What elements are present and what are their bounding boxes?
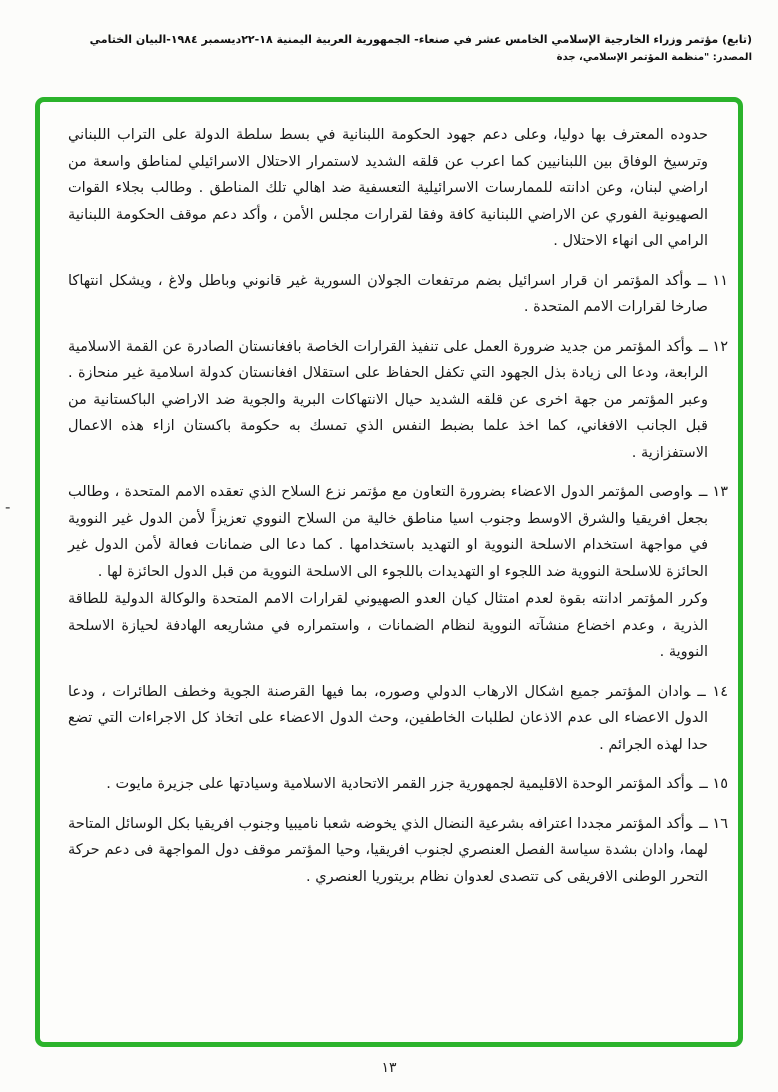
clause-number: ١٣ ــ <box>698 484 728 500</box>
page-number: ١٣ <box>381 1060 397 1076</box>
clause-13 <box>68 479 728 666</box>
header-title-line: (تابع) مؤتمر وزراء الخارجية الإسلامي الخامس عشر في صنعاء- الجمهورية العربية اليمنية ١٨-٢٢ديسمبر ١٩٨٤-البيان الختامي <box>89 33 752 46</box>
clause-paragraph <box>68 268 728 321</box>
intro-paragraph: حدوده المعترف بها دوليا، وعلى دعم جهود الحكومة اللبنانية في بسط سلطة الدولة على التراب اللبناني وترسيخ الوفاق بين اللبنانيين كما اعرب عن قلقه الشديد لاستمرار الاحتلال الاسرائيلي لمناطق واسعة من اراضي لبنان، وعن ادانته للممارسات الاسرائيلية التعسفية ضد اهالي تلك المناطق . وطالب بجلاء القوات الصهيونية الفوري عن الاراضي اللبنانية كافة وفقا لقرارات مجلس الأمن ، وأكد دعم موقف الحكومة اللبنانية الرامي الى انهاء الاحتلال . <box>68 127 708 249</box>
document-body <box>40 102 738 911</box>
clause-number: ١٥ ــ <box>699 776 728 792</box>
clause-text: وادان المؤتمر جميع اشكال الارهاب الدولي وصوره، بما فيها القرصنة الجوية وخطف الطائرات ، ودعا الدول الاعضاء الى عدم الاذعان لطلبات الخاطفين، وحث الدول الاعضاء على اتخاذ كل الاجراءات التي تضع حدا لهذه الجرائم . <box>68 683 708 753</box>
clause-text: وأكد المؤتمر الوحدة الاقليمية لجمهورية جزر القمر الاتحادية الاسلامية وسيادتها على جزيرة مايوت . <box>106 776 693 792</box>
clause-number: ١٢ ــ <box>699 338 728 355</box>
clause-number: ١٤ ــ <box>697 683 728 700</box>
page-header <box>18 32 752 63</box>
clause-15 <box>68 771 728 798</box>
clause-12 <box>68 334 728 467</box>
clause-paragraph <box>68 479 728 585</box>
clause-11 <box>68 268 728 321</box>
clause-16 <box>68 811 728 891</box>
margin-stray-mark: - <box>5 498 11 516</box>
clause-paragraph <box>68 679 728 759</box>
clause-number: ١٦ ــ <box>699 815 728 832</box>
clause-text: واوصى المؤتمر الدول الاعضاء بضرورة التعاون مع مؤتمر نزع السلاح الذي تعقده الامم المتحدة ، وطالب بجعل افريقيا والشرق الاوسط وجنوب اسيا مناطق خالية من السلاح النووي تعزيزاً لأمن الدول غير النووية في مواجهة استخدام الاسلحة النووية او التهديد باستخدامها . كما دعا الى ضمانات فعالة لأمن الدول غير الحائزة للاسلحة النووية ضد اللجوء او التهديدات باللجوء الى الاسلحة النووية من قبل الدول الحائزة لها . <box>68 484 708 580</box>
clause-paragraph <box>68 334 728 467</box>
clause-text: وأكد المؤتمر مجددا اعترافه بشرعية النضال الذي يخوضه شعبا ناميبيا وجنوب افريقيا بكل الوسائل المتاحة لهما، وادان بشدة سياسة الفصل العنصري لجنوب افريقيا، وحيا المؤتمر موقف دول المواجهة فى دعم حركة التحرر الوطنى الافريقى كى تتصدى لعدوان نظام بريتوريا العنصري . <box>68 815 708 885</box>
highlight-frame <box>35 97 743 1047</box>
clause-paragraph: وكرر المؤتمر ادانته بقوة لعدم امتثال كيان العدو الصهيوني لقرارات الامم المتحدة والوكالة الدولية للطاقة الذرية ، وعدم اخضاع منشآته النووية لنظام الضمانات ، واستمراره في مشاريعه الهادفة لحيازة الاسلحة النووية . <box>68 591 708 660</box>
clause-paragraph <box>68 811 728 891</box>
clause-text: وأكد المؤتمر من جديد ضرورة العمل على تنفيذ القرارات الخاصة بافغانستان الصادرة عن القمة الاسلامية الرابعة، ودعا الى زيادة بذل الجهود التي تكفل الحفاظ على استقلال افغانستان كدولة اسلامية غير منحازة . وعبر المؤتمر من جهة اخرى عن قلقه الشديد حيال الانتهاكات البرية والجوية ضد الاراضي الباكستانية من قبل الجانب الافغاني، كما اخذ علما بضبط النفس الذي تمسك به حكومة باكستان ازاء هذه الاعمال الاستفزازية . <box>68 338 708 461</box>
header-source-line: المصدر: "منظمة المؤتمر الإسلامي، جدة <box>556 51 752 63</box>
clause-text: وأكد المؤتمر ان قرار اسرائيل بضم مرتفعات الجولان السورية غير قانوني وباطل ولاغ ، ويشكل انتهاكا صارخا لقرارات الامم المتحدة . <box>68 272 708 315</box>
clause-14 <box>68 679 728 759</box>
clause-paragraph <box>68 771 728 798</box>
clause-number: ١١ ــ <box>697 272 728 289</box>
